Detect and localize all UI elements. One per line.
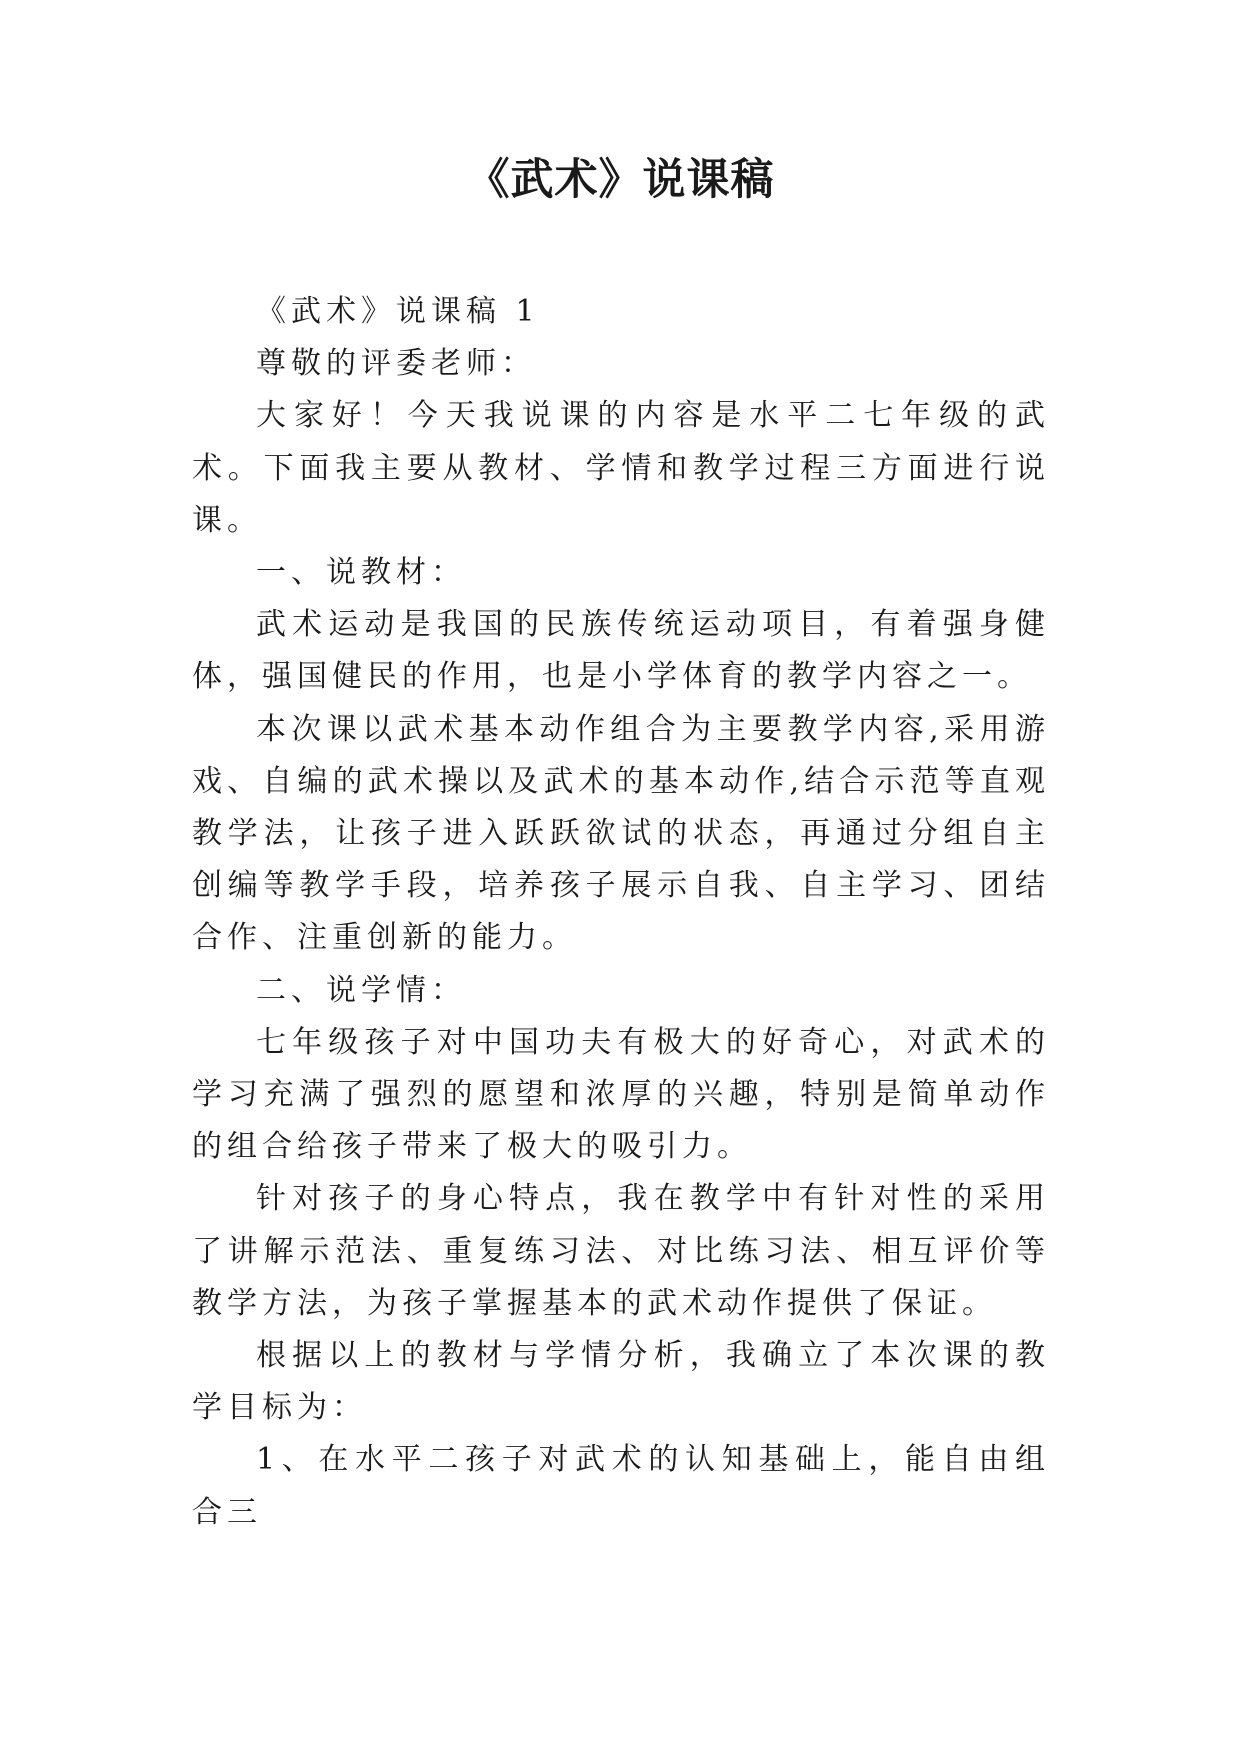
salutation: 尊敬的评委老师：: [256, 346, 536, 382]
paragraph-lesson-content: 本次课以武术基本动作组合为主要教学内容,采用游戏、自编的武术操以及武术的基本动作,结合示范等直观教学法，让孩子进入跃跃欲试的状态，再通过分组自主创编等教学手段，培养孩子展示自我、自主学习、团结合作、注重创新的能力。: [192, 711, 1050, 956]
paragraph-intro: 大家好！今天我说课的内容是水平二七年级的武术。下面我主要从教材、学情和教学过程三方面进行说课。: [192, 398, 1050, 538]
document-body: [192, 286, 1050, 1539]
heading-textbook: 一、说教材：: [256, 555, 466, 591]
document-title: 《武术》说课稿: [466, 155, 775, 205]
paragraph-textbook: 武术运动是我国的民族传统运动项目，有着强身健体，强国健民的作用，也是小学体育的教学内容之一。: [192, 607, 1050, 695]
paragraph-methods: 针对孩子的身心特点，我在教学中有针对性的采用了讲解示范法、重复练习法、对比练习法、相互评价等教学方法，为孩子掌握基本的武术动作提供了保证。: [192, 1181, 1050, 1321]
paragraph-goals-intro: 根据以上的教材与学情分析，我确立了本次课的教学目标为：: [192, 1338, 1050, 1426]
paragraph-goal-1: 1、在水平二孩子对武术的认知基础上，能自由组合三: [192, 1442, 1050, 1530]
paragraph-students: 七年级孩子对中国功夫有极大的好奇心，对武术的学习充满了强烈的愿望和浓厚的兴趣，特别是简单动作的组合给孩子带来了极大的吸引力。: [192, 1024, 1050, 1165]
heading-students: 二、说学情：: [256, 972, 466, 1008]
section-heading-1: 《武术》说课稿 1: [256, 294, 540, 329]
